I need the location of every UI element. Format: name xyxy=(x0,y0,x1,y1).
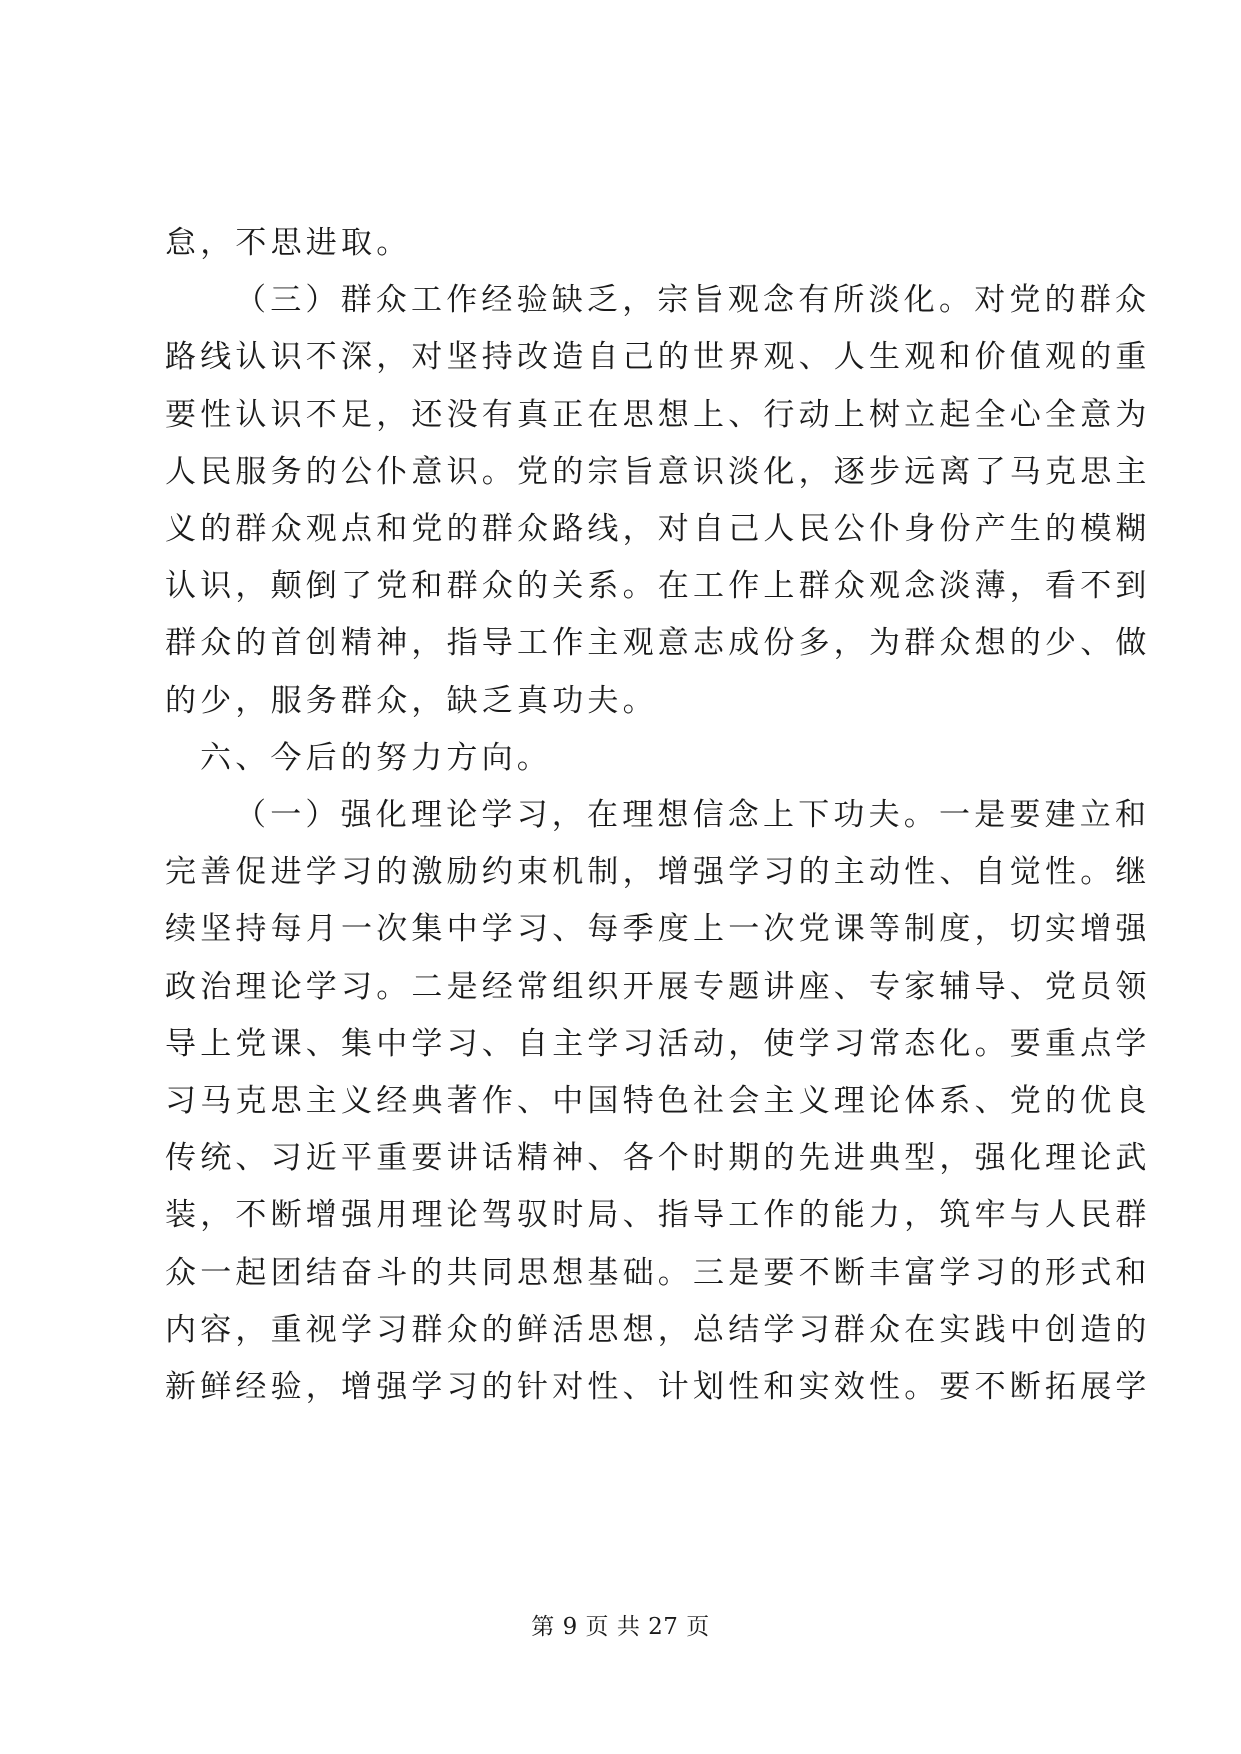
text-line: 完善促进学习的激励约束机制，增强学习的主动性、自觉性。继 xyxy=(165,854,1151,891)
text-line: 导上党课、集中学习、自主学习活动，使学习常态化。要重点学 xyxy=(165,1025,1151,1062)
text-line: 的少，服务群众，缺乏真功夫。 xyxy=(165,682,658,719)
text-line: 群众的首创精神，指导工作主观意志成份多，为群众想的少、做 xyxy=(165,625,1151,662)
text-line: 认识，颠倒了党和群众的关系。在工作上群众观念淡薄，看不到 xyxy=(165,568,1151,605)
text-line: 新鲜经验，增强学习的针对性、计划性和实效性。要不断拓展学 xyxy=(165,1369,1151,1405)
text-line: 传统、习近平重要讲话精神、各个时期的先进典型，强化理论武 xyxy=(165,1140,1151,1177)
text-line: （一）强化理论学习，在理想信念上下功夫。一是要建立和 xyxy=(235,797,1151,833)
text-line: 政治理论学习。二是经常组织开展专题讲座、专家辅导、党员领 xyxy=(165,968,1151,1005)
text-line: 要性认识不足，还没有真正在思想上、行动上树立起全心全意为 xyxy=(165,396,1151,433)
text-line: 装，不断增强用理论驾驭时局、指导工作的能力，筑牢与人民群 xyxy=(165,1197,1151,1234)
text-line: 路线认识不深，对坚持改造自己的世界观、人生观和价值观的重 xyxy=(165,339,1151,376)
text-line: 内容，重视学习群众的鲜活思想，总结学习群众在实践中创造的 xyxy=(165,1311,1151,1348)
text-line: 习马克思主义经典著作、中国特色社会主义理论体系、党的优良 xyxy=(165,1083,1151,1119)
text-line: （三）群众工作经验缺乏，宗旨观念有所淡化。对党的群众 xyxy=(235,282,1151,319)
text-line: 人民服务的公仆意识。党的宗旨意识淡化，逐步远离了马克思主 xyxy=(165,453,1151,490)
page-footer: 第 9 页 共 27 页 xyxy=(531,1614,710,1640)
text-line: 众一起团结奋斗的共同思想基础。三是要不断丰富学习的形式和 xyxy=(165,1254,1151,1291)
text-line: 续坚持每月一次集中学习、每季度上一次党课等制度，切实增强 xyxy=(165,911,1151,948)
text-line: 怠，不思进取。 xyxy=(165,225,412,261)
text-line: 六、今后的努力方向。 xyxy=(200,739,552,776)
text-line: 义的群众观点和党的群众路线，对自己人民公仆身份产生的模糊 xyxy=(165,511,1151,547)
